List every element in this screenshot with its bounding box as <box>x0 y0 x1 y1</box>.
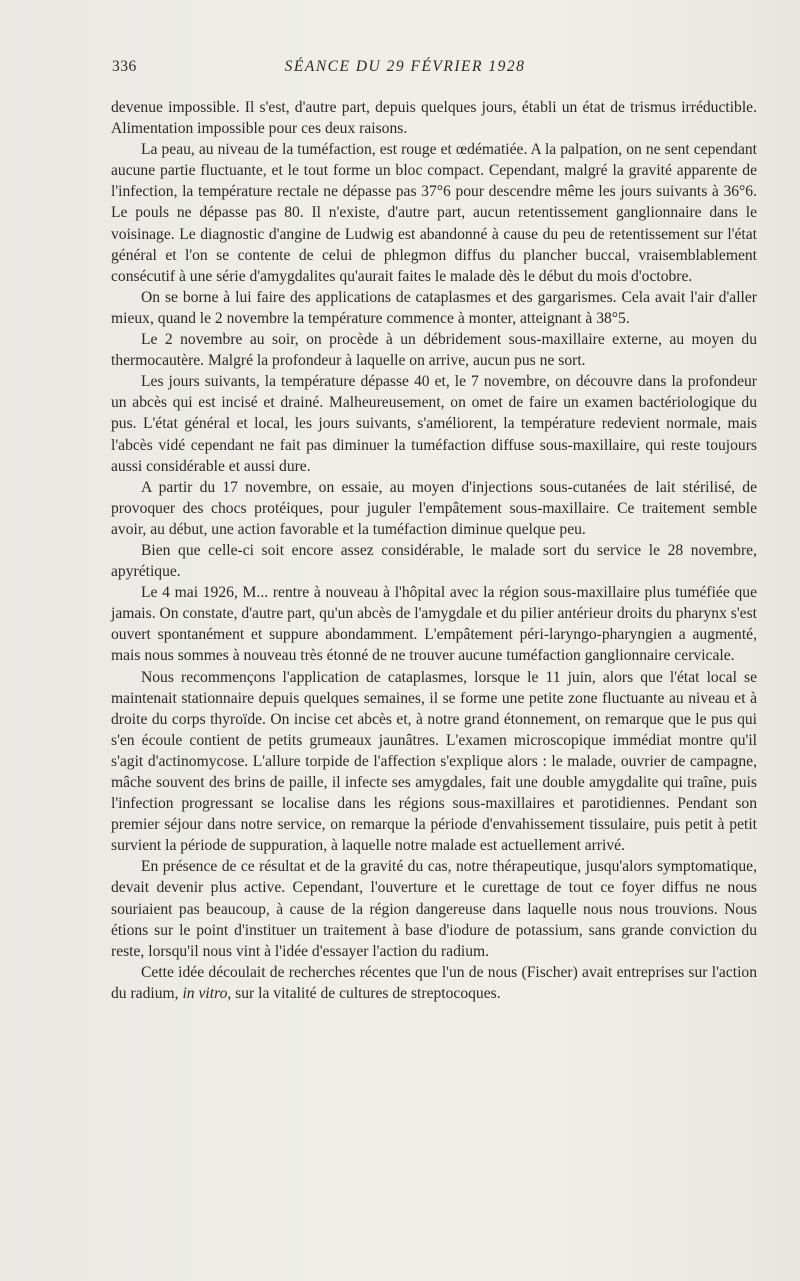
paragraph: Bien que celle-ci soit encore assez considérable, le malade sort du service le 28 novembre, apyrétique. <box>111 541 757 581</box>
paragraph: Nous recommençons l'application de cataplasmes, lorsque le 11 juin, alors que l'état local se maintenait stationnaire depuis quelques semaines, il se forme une petite zone fluctuante au niveau et à droite du corps thyroïde. On incise cet abcès et, à notre grand étonnement, on remarque que le pus qui s'en écoule contient de petits grumeaux jaunâtres. L'examen microscopique immédiat montre qu'il s'agit d'actinomycose. L'allure torpide de l'affection s'explique alors : le malade, ouvrier de campagne, mâche souvent des brins de paille, il infecte ses amygdales, fait une double amygdalite qui traîne, puis l'infection progressant se localise dans les régions sous-maxillaires et parotidiennes. Pendant son premier séjour dans notre service, on remarque la période d'envahissement tissulaire, puis petit à petit survient la période de suppuration, à laquelle notre malade est actuellement arrivé. <box>111 668 757 855</box>
paragraph: En présence de ce résultat et de la gravité du cas, notre thérapeutique, jusqu'alors symptomatique, devait devenir plus active. Cependant, l'ouverture et le curettage de tout ce foyer diffus ne nous souriaient pas beaucoup, à cause de la région dangereuse dans laquelle nous nous trouvions. Nous étions sur le point d'instituer un traitement à base d'iodure de potassium, sans grande conviction du reste, lorsqu'il nous vint à l'idée d'essayer l'action du radium. <box>111 858 757 960</box>
paragraph: Le 4 mai 1926, M... rentre à nouveau à l'hôpital avec la région sous-maxillaire plus tuméfiée que jamais. On constate, d'autre part, qu'un abcès de l'amygdale et du pilier antérieur droits du pharynx s'est ouvert spontanément et suppure abondamment. L'empâtement péri-laryngo-pharyngien a augmenté, mais nous sommes à nouveau très étonné de ne trouver aucune tuméfaction ganglionnaire cervicale. <box>111 584 757 665</box>
text-run: , sur la vitalité de cultures de streptocoques. <box>227 984 501 1002</box>
italic-text-run: in vitro <box>182 984 228 1002</box>
paragraph: On se borne à lui faire des applications de cataplasmes et des gargarismes. Cela avait l'air d'aller mieux, quand le 2 novembre la température commence à monter, atteignant à 38°5. <box>111 288 757 327</box>
page-number: 336 <box>112 58 137 75</box>
paragraph: devenue impossible. Il s'est, d'autre part, depuis quelques jours, établi un état de trismus irréductible. Alimentation impossible pour ces deux raisons. <box>111 99 757 138</box>
body-text <box>111 97 757 1004</box>
paragraph: La peau, au niveau de la tuméfaction, est rouge et œdématiée. A la palpation, on ne sent cependant aucune partie fluctuante, et le tout forme un bloc compact. Cependant, malgré la gravité apparente de l'infection, la température rectale ne dépasse pas 37°6 pour descendre même les jours suivants à 36°6. Le pouls ne dépasse pas 80. Il n'existe, d'autre part, aucun retentissement ganglionnaire dans le voisinage. Le diagnostic d'angine de Ludwig est abandonné à cause du peu de retentissement sur l'état général et l'on se contente de celui de phlegmon diffus du plancher buccal, vraisemblablement consécutif à une série d'amygdalites qu'aurait faites le malade dès le début du mois d'octobre. <box>111 141 757 285</box>
paragraph: Les jours suivants, la température dépasse 40 et, le 7 novembre, on découvre dans la profondeur un abcès qui est incisé et drainé. Malheureusement, on omet de faire un examen bactériologique du pus. L'état général et local, les jours suivants, s'améliorent, la température redevient normale, mais l'abcès vidé cependant ne fait pas diminuer la tuméfaction diffuse sous-maxillaire, qui reste toujours aussi considérable et aussi dure. <box>111 373 757 475</box>
text-run: Cette idée découlait de recherches récentes que l'un de nous (Fischer) avait entreprises sur l'action du radium, <box>111 963 757 1002</box>
paragraph-last <box>111 962 757 1004</box>
paragraph: Le 2 novembre au soir, on procède à un débridement sous-maxillaire externe, au moyen du thermocautère. Malgré la profondeur à laquelle on arrive, aucun pus ne sort. <box>111 331 757 370</box>
paragraph: A partir du 17 novembre, on essaie, au moyen d'injections sous-cutanées de lait stérilisé, de provoquer des chocs protéiques, pour juguler l'empâtement sous-maxillaire. Ce traitement semble avoir, au début, une action favorable et la tuméfaction diminue quelque peu. <box>111 478 757 538</box>
page-header <box>112 58 758 80</box>
running-title: SÉANCE DU 29 FÉVRIER 1928 <box>284 58 526 75</box>
